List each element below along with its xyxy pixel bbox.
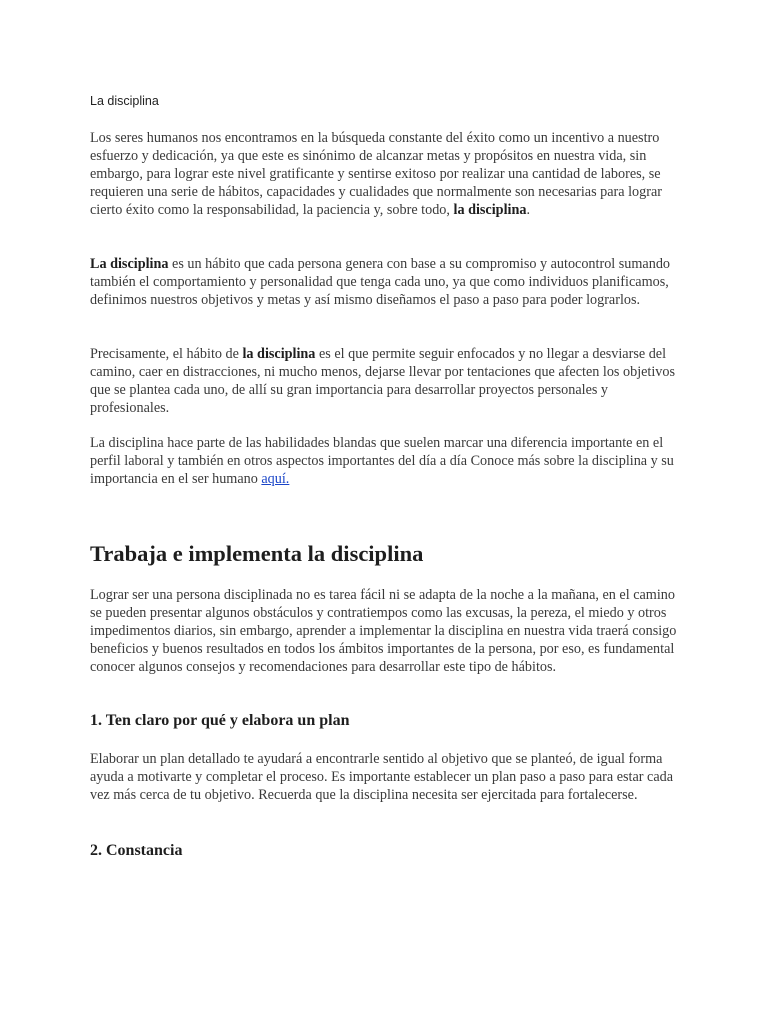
- paragraph-intro: [90, 129, 690, 219]
- aqui-link[interactable]: aquí.: [261, 471, 290, 487]
- paragraph-soft-skills: [90, 434, 690, 488]
- paragraph-intro-text: Los seres humanos nos encontramos en la búsqueda constante del éxito como un incentivo a nuestro esfuerzo y dedicación, ya que este es sinónimo de alcanzar metas y propósitos en nuestra vida, sin embargo, para lograr este nivel gratificante y sentirse exitoso por realizar una cantidad de labores, se requieren una serie de hábitos, capacidades y cualidades que normalmente son necesarias para lograr cierto éxito como la responsabilidad, la paciencia y, sobre todo,: [90, 130, 662, 218]
- paragraph-soft-skills-text: La disciplina hace parte de las habilidades blandas que suelen marcar una diferencia importante en el perfil laboral y también en otros aspectos importantes del día a día Conoce más sobre la disciplina y su importancia en el ser humano: [90, 435, 674, 487]
- paragraph-importance: [90, 345, 690, 417]
- paragraph-importance-start: Precisamente, el hábito de: [90, 346, 243, 362]
- subheading-constancia: 2. Constancia: [90, 842, 183, 859]
- paragraph-definition-text: es un hábito que cada persona genera con base a su compromiso y autocontrol sumando también el comportamiento y personalidad que tenga cada uno, ya que como individuos planificamos, definimos nuestros objetivos y metas y así mismo diseñamos el paso a paso para poder lograrlos.: [90, 256, 671, 308]
- paragraph-plan: Elaborar un plan detallado te ayudará a encontrarle sentido al objetivo que se planteó, de igual forma ayuda a motivarte y completar el proceso. Es importante establecer un plan paso a paso para estar cada vez más cerca de tu objetivo. Recuerda que la disciplina necesita ser ejercitada para fortalecerse.: [90, 751, 674, 803]
- paragraph-importance-text: es el que permite seguir enfocados y no llegar a desviarse del camino, caer en distracciones, ni mucho menos, dejarse llevar por tentaciones que afecten los objetivos que se plantea cada uno, de allí su gran importancia para desarrollar proyectos personales y profesionales.: [90, 346, 676, 416]
- paragraph-definition-bold: La disciplina: [90, 256, 169, 272]
- paragraph-intro-end: .: [526, 202, 530, 218]
- document-title: La disciplina: [90, 94, 159, 108]
- subheading-plan: 1. Ten claro por qué y elabora un plan: [90, 712, 350, 729]
- section-heading: Trabaja e implementa la disciplina: [90, 541, 424, 566]
- paragraph-definition: [90, 255, 690, 309]
- paragraph-intro-bold: la disciplina: [453, 202, 527, 218]
- paragraph-implement: Lograr ser una persona disciplinada no es tarea fácil ni se adapta de la noche a la mañana, en el camino se pueden presentar algunos obstáculos y contratiempos como las excusas, la pereza, el miedo y otros impedimentos diarios, sin embargo, aprender a implementar la disciplina en nuestra vida traerá consigo beneficios y buenos resultados en todos los ámbitos importantes de la persona, por eso, es fundamental conocer algunos consejos y recomendaciones para desarrollar este tipo de hábitos.: [90, 587, 677, 675]
- paragraph-importance-bold: la disciplina: [242, 346, 316, 362]
